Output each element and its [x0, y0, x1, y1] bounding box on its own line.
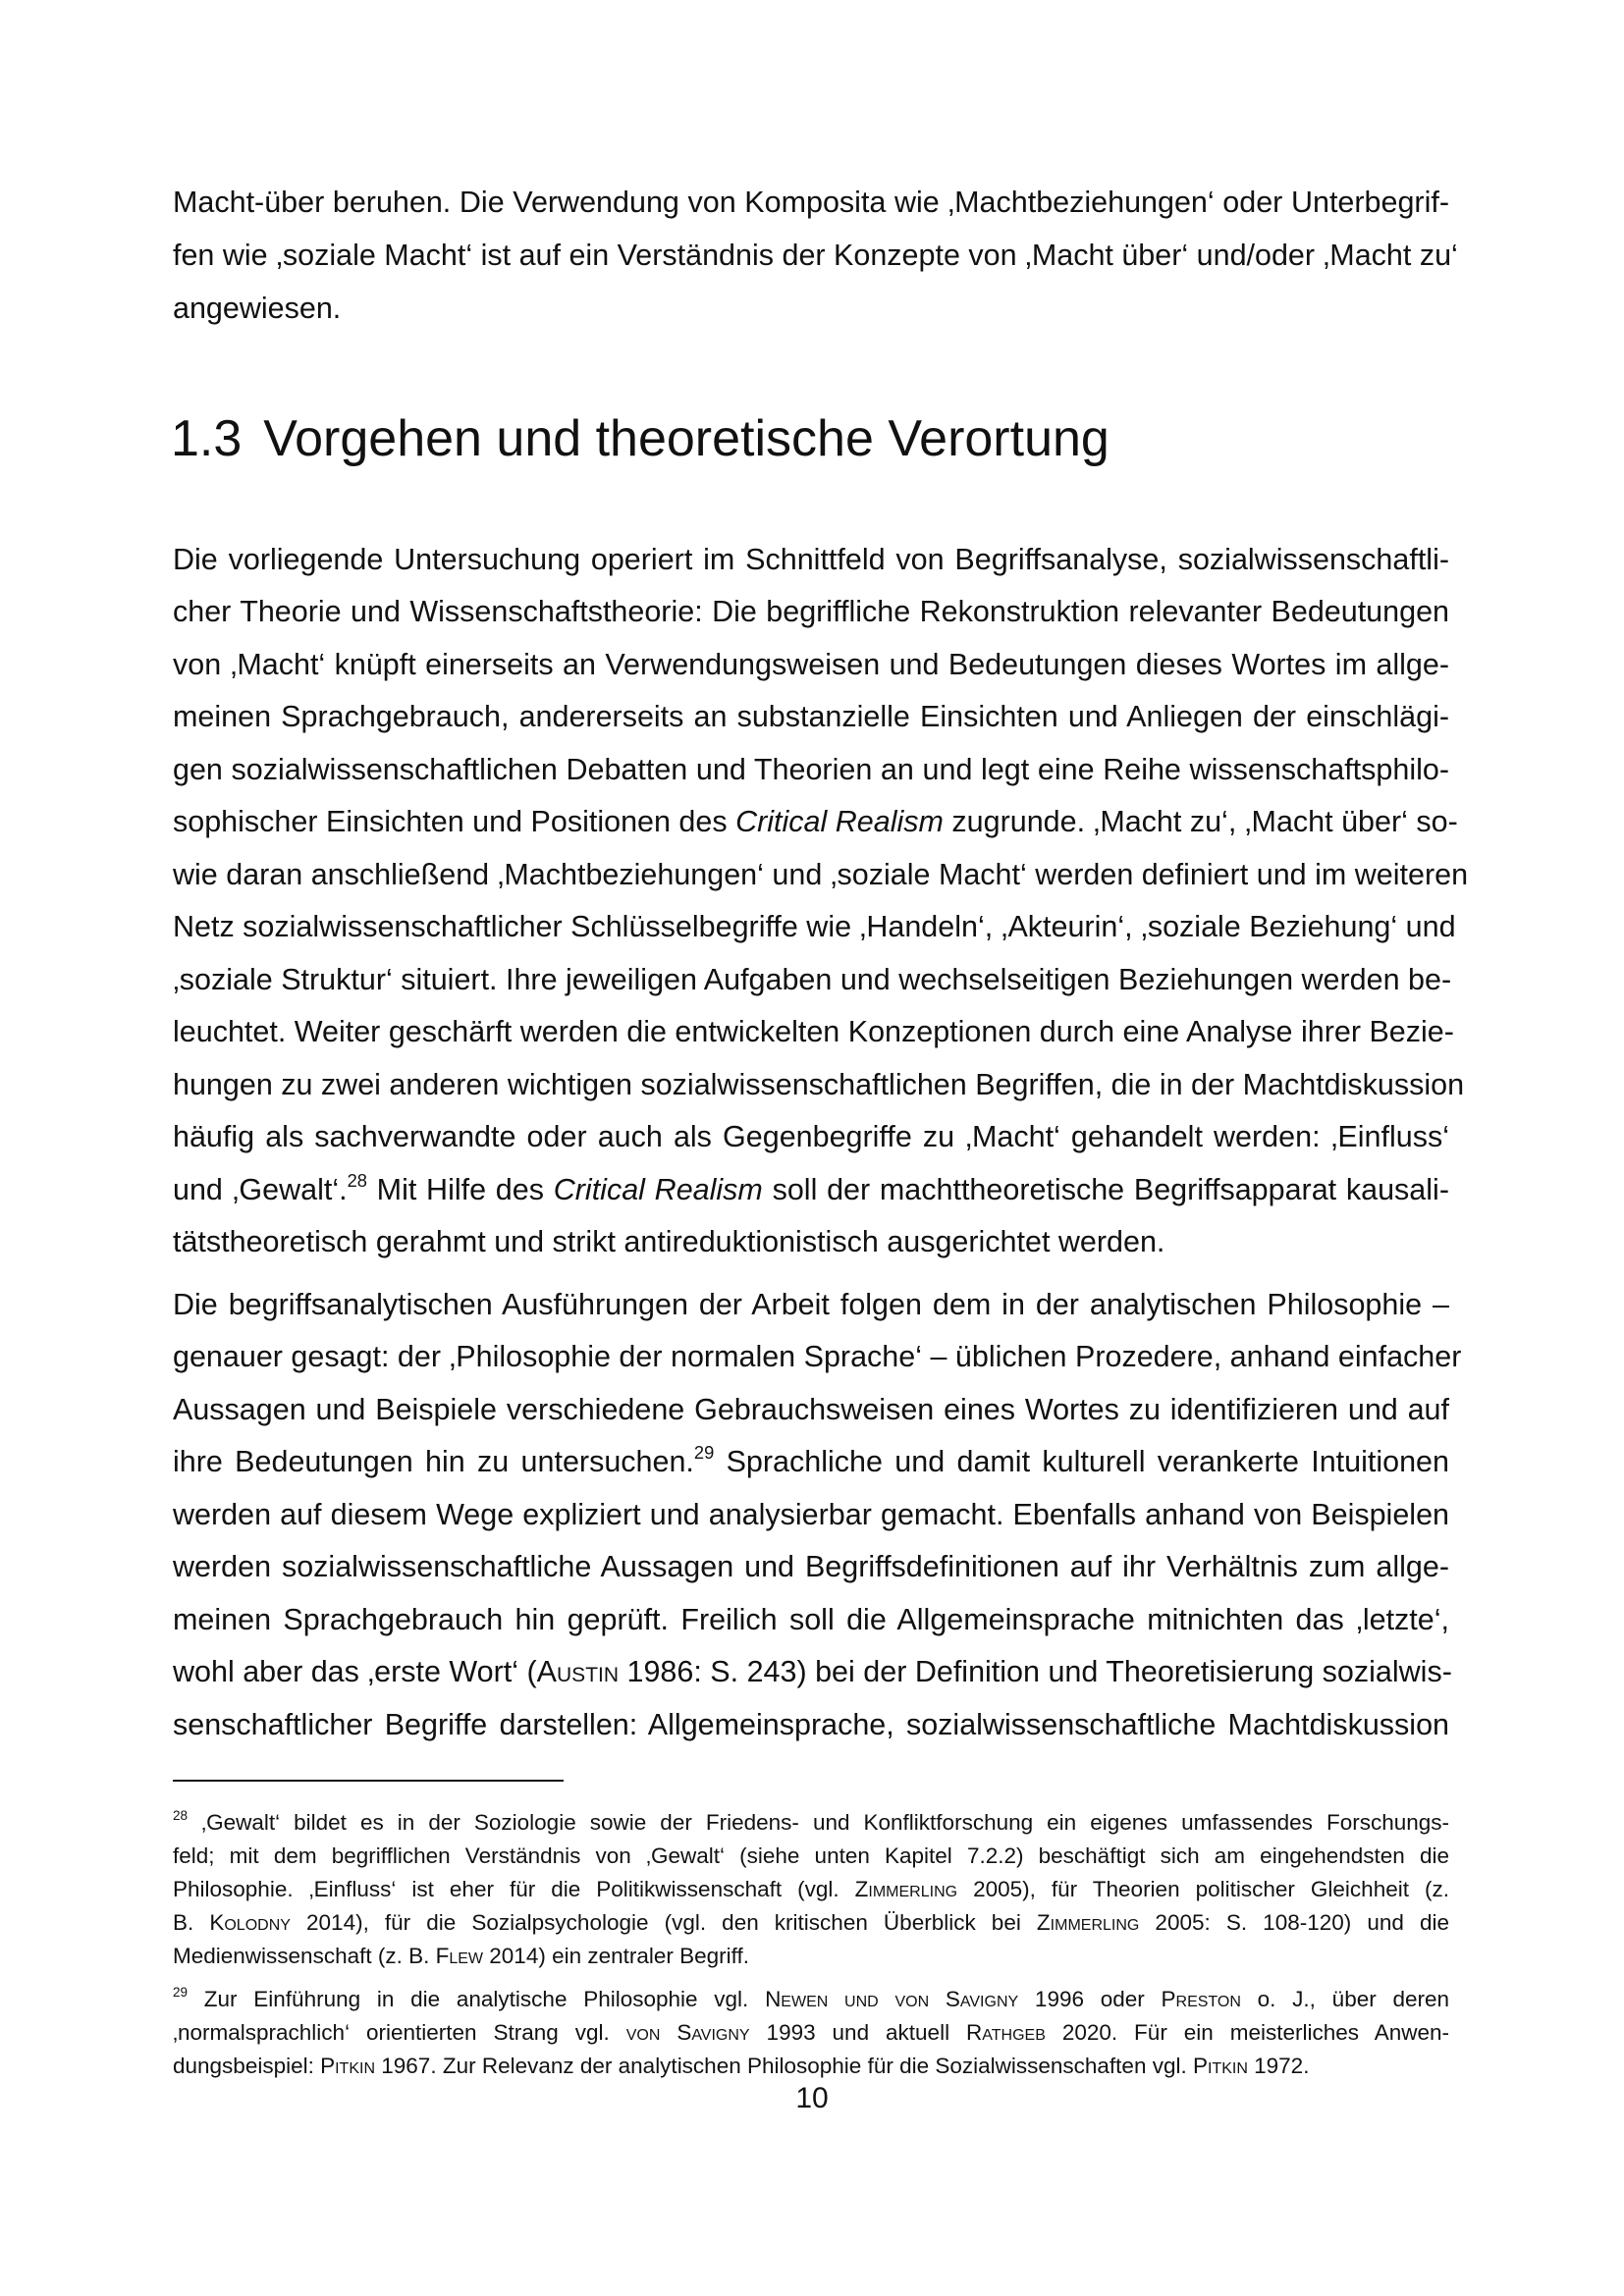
author-name: Pitkin [320, 2054, 376, 2078]
author-name: Flew [435, 1944, 484, 1968]
footnote-line [173, 2016, 1449, 2050]
text-run: ‚normalsprachlich‘ orientierten Strang vgl. [173, 2020, 626, 2045]
text-run: 2014) ein zentraler Begriff. [483, 1944, 750, 1968]
text-run: 1967. Zur Relevanz der analytischen Philosophie für die Sozialwissenschaften vgl. [375, 2054, 1193, 2078]
body-line: fen wie ‚soziale Macht‘ ist auf ein Verständnis der Konzepte von ‚Macht über‘ und/oder ‚Macht zu‘ [173, 239, 1458, 272]
body-line: hungen zu zwei anderen wichtigen sozialwissenschaftlichen Begriffen, die in der Machtdiskussion [173, 1068, 1465, 1101]
footnote-number: 28 [173, 1808, 189, 1824]
text-run: und ‚Gewalt‘. [173, 1173, 348, 1206]
body-line: senschaftlicher Begriffe darstellen: Allgemeinsprache, sozialwissenschaftliche Machtdiskussion [173, 1708, 1449, 1741]
text-run: 1986: S. 243) bei der Definition und Theoretisierung sozialwis- [619, 1655, 1452, 1688]
body-line [173, 1163, 1449, 1216]
footnote-line [173, 1873, 1449, 1906]
body-line: genauer gesagt: der ‚Philosophie der normalen Sprache‘ – üblichen Prozedere, anhand einfacher [173, 1340, 1462, 1373]
body-line: leuchtet. Weiter geschärft werden die entwickelten Konzeptionen durch eine Analyse ihrer Bezie- [173, 1015, 1454, 1048]
body-line: von ‚Macht‘ knüpft einerseits an Verwendungsweisen und Bedeutungen dieses Wortes im allge- [173, 648, 1449, 681]
footnote-ref-28[interactable]: 28 [347, 1170, 367, 1192]
body-line: Macht-über beruhen. Die Verwendung von Komposita wie ‚Machtbeziehungen‘ oder Unterbegrif- [173, 186, 1449, 219]
author-name: Preston [1161, 1987, 1241, 2011]
text-run: 2005: S. 108-120) und die [1139, 1910, 1449, 1935]
footnote-line [173, 1906, 1449, 1940]
text-run: 1996 oder [1018, 1987, 1162, 2011]
author-name: Zimmerling [1036, 1910, 1140, 1935]
text-run: ihre Bedeutungen hin zu untersuchen. [173, 1445, 694, 1478]
footnote-line: feld; mit dem begrifflichen Verständnis von ‚Gewalt‘ (siehe unten Kapitel 7.2.2) beschäftigt sich am eingehendsten die [173, 1843, 1449, 1868]
text-run: 2020. Für ein meisterliches Anwen- [1045, 2020, 1449, 2045]
body-line: Aussagen und Beispiele verschiedene Gebrauchsweisen eines Wortes zu identifizieren und auf [173, 1393, 1449, 1426]
text-run: 2005), für Theorien politischer Gleichheit (z. [957, 1877, 1449, 1901]
footnote-ref-29[interactable]: 29 [693, 1442, 715, 1464]
body-line: meinen Sprachgebrauch hin geprüft. Freilich soll die Allgemeinsprache mitnichten das ‚letzte‘, [173, 1603, 1449, 1636]
body-line: wie daran anschließend ‚Machtbeziehungen‘ und ‚soziale Macht‘ werden definiert und im weiteren [173, 858, 1469, 891]
text-run: 1993 und aktuell [749, 2020, 967, 2045]
body-line: angewiesen. [173, 292, 342, 325]
section-heading [171, 404, 1110, 473]
text-run: 1972. [1247, 2054, 1310, 2078]
author-name: Pitkin [1192, 2054, 1248, 2078]
text-run: Philosophie. ‚Einfluss‘ ist eher für die Politikwissenschaft (vgl. [173, 1877, 855, 1901]
page-number: 10 [795, 2082, 829, 2114]
text-run: B. [173, 1910, 210, 1935]
author-name: Newen und von Savigny [765, 1987, 1019, 2011]
body-line: gen sozialwissenschaftlichen Debatten und Theorien an und legt eine Reihe wissenschaftsphilo- [173, 753, 1449, 786]
text-run: Sprachliche und damit kulturell verankerte Intuitionen [714, 1445, 1449, 1478]
text-run: Mit Hilfe des [366, 1173, 554, 1206]
body-line: tätstheoretisch gerahmt und strikt antireduktionistisch ausgerichtet werden. [173, 1225, 1165, 1258]
body-line [173, 795, 1458, 848]
body-line: werden auf diesem Wege expliziert und analysierbar gemacht. Ebenfalls anhand von Beispielen [173, 1498, 1449, 1531]
section-title: Vorgehen und theoretische Verortung [263, 410, 1110, 467]
body-line: meinen Sprachgebrauch, andererseits an substanzielle Einsichten und Anliegen der einschlägi- [173, 700, 1449, 733]
text-run: soll der machttheoretische Begriffsapparat kausali- [762, 1173, 1449, 1206]
footnote-separator [173, 1780, 564, 1782]
italic-term: Critical Realism [735, 805, 944, 838]
footnote-line [173, 1940, 1449, 1973]
text-run: zugrunde. ‚Macht zu‘, ‚Macht über‘ so- [943, 805, 1458, 838]
author-name: Kolodny [209, 1910, 291, 1935]
text-run: ‚Gewalt‘ bildet es in der Soziologie sowie der Friedens- und Konfliktforschung ein eigenes umfassendes Forschungs- [188, 1810, 1449, 1835]
section-number: 1.3 [171, 410, 243, 467]
body-line [173, 1645, 1452, 1698]
author-name: Austin [536, 1655, 620, 1688]
body-line: Die vorliegende Untersuchung operiert im Schnittfeld von Begriffsanalyse, sozialwissenschaftli- [173, 543, 1449, 576]
text-run: Medienwissenschaft (z. B. [173, 1944, 436, 1968]
body-line: Die begriffsanalytischen Ausführungen der Arbeit folgen dem in der analytischen Philosophie – [173, 1288, 1449, 1321]
author-name: von Savigny [625, 2020, 750, 2045]
author-name: Zimmerling [854, 1877, 958, 1901]
italic-term: Critical Realism [553, 1173, 763, 1206]
body-line: werden sozialwissenschaftliche Aussagen und Begriffsdefinitionen auf ihr Verhältnis zum allge- [173, 1550, 1449, 1583]
text-run: Zur Einführung in die analytische Philosophie vgl. [188, 1987, 766, 2011]
text-run: o. J., über deren [1240, 1987, 1450, 2011]
footnote-line [173, 2050, 1449, 2083]
text-run: dungsbeispiel: [173, 2054, 321, 2078]
text-run: 2014), für die Sozialpsychologie (vgl. den kritischen Überblick bei [290, 1910, 1037, 1935]
body-line: ‚soziale Struktur‘ situiert. Ihre jeweiligen Aufgaben und wechselseitigen Beziehungen werden be- [173, 963, 1452, 996]
body-line: cher Theorie und Wissenschaftstheorie: Die begriffliche Rekonstruktion relevanter Bedeutungen [173, 595, 1449, 628]
body-line [173, 1435, 1449, 1488]
footnote-line [173, 1806, 1449, 1840]
text-run: sophischer Einsichten und Positionen des [173, 805, 736, 838]
body-line: häufig als sachverwandte oder auch als Gegenbegriffe zu ‚Macht‘ gehandelt werden: ‚Einfluss‘ [173, 1120, 1449, 1153]
footnote-line [173, 1983, 1449, 2016]
text-run: wohl aber das ‚erste Wort‘ ( [173, 1655, 537, 1688]
author-name: Rathgeb [966, 2020, 1046, 2045]
body-line: Netz sozialwissenschaftlicher Schlüsselbegriffe wie ‚Handeln‘, ‚Akteurin‘, ‚soziale Beziehung‘ und [173, 910, 1456, 943]
footnote-number: 29 [173, 1985, 189, 2001]
